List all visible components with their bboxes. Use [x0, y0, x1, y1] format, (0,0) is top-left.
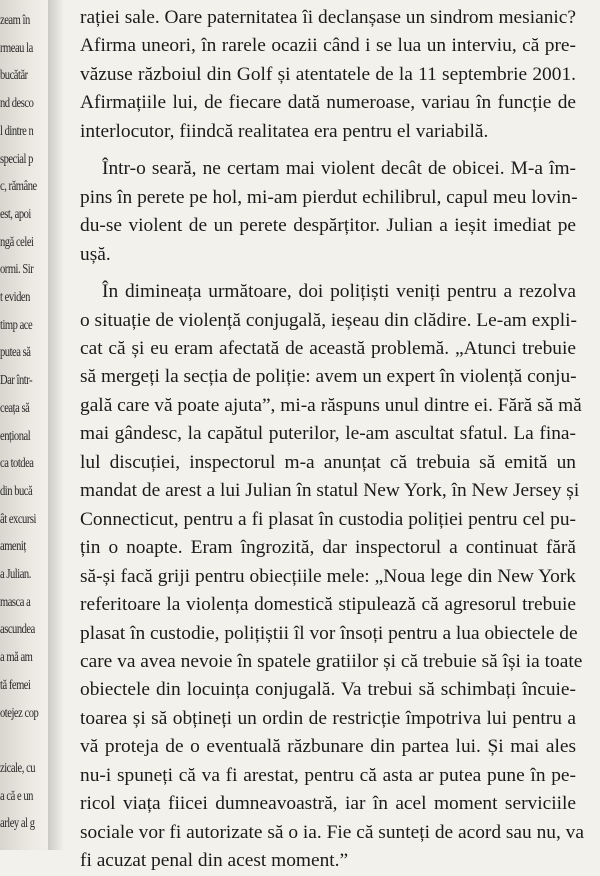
left-page-fragment: a Julian.: [0, 566, 31, 581]
binding-shadow: [48, 0, 64, 850]
left-page-fragment: tă femei: [0, 676, 31, 692]
text-line: să-și facă griji pentru obiecțiile mele: „Noua lege din New York: [80, 565, 576, 587]
text-line: să mergeți la secția de poliție: avem un expert în violență conju-: [80, 366, 577, 388]
left-page-fragment: ențional: [0, 427, 31, 443]
left-page-fragment: timp ace: [0, 316, 33, 332]
left-page-fragment: t eviden: [0, 289, 30, 304]
left-page-fragment: rmeau la: [0, 39, 33, 55]
text-line: Connecticut, pentru a fi plasat în custodia poliției pentru cel pu-: [80, 508, 576, 530]
text-line: Afirma uneori, în rarele ocazii când i se lua un interviu, că pre-: [80, 35, 576, 57]
paragraph: [80, 278, 584, 876]
left-page-fragment: otejez cop: [0, 704, 39, 720]
left-page-fragment: ceața să: [0, 399, 30, 415]
left-page-fragment: zeam în: [0, 12, 30, 27]
text-line: referitoare la violența domestică stipulează că agresorul trebuie: [80, 594, 576, 616]
text-line: mai gândesc, la capătul puterilor, le-am ascultat sfatul. La fina-: [80, 423, 576, 445]
text-line: plasat în custodie, polițiștii îl vor însoți pentru a lua obiectele de: [80, 622, 578, 644]
paragraph-gap: [80, 269, 576, 278]
text-line: ușă.: [80, 243, 111, 265]
text-line: toarea și să obțineți un ordin de restricție împotriva lui pentru a: [80, 707, 576, 729]
right-page-text: [80, 4, 584, 876]
text-line: du-se violent de un perete despărțitor. Julian a ieșit imediat pe: [80, 215, 576, 237]
left-page-fragment: ormi. Sir: [0, 261, 34, 277]
left-page-edge: [0, 0, 52, 850]
left-page-fragment: c, rămâne: [0, 178, 37, 194]
text-line: sociale vor fi autorizate să o ia. Fie că sunteți de acord sau nu, va: [80, 821, 584, 843]
left-page-fragment: a că e un: [0, 787, 33, 803]
text-line: văzuse războiul din Golf și atentatele de la 11 septembrie 2001.: [80, 63, 576, 85]
paragraph-gap: [80, 146, 576, 155]
left-page-fragment: ca totdea: [0, 455, 34, 471]
left-page-fragment: special p: [0, 150, 33, 166]
text-line: pins în perete pe hol, mi-am pierdut echilibrul, capul meu lovin-: [80, 186, 578, 208]
text-line: vă proteja de o eventuală răzbunare din partea lui. Și mai ales: [80, 736, 576, 758]
left-page-fragment: ngă celei: [0, 233, 34, 249]
text-line: mandat de arest a lui Julian în statul New York, în New Jersey și: [80, 480, 580, 502]
text-line: o situație de violență conjugală, ieșeau din clădire. Le-am expli-: [80, 309, 577, 331]
left-page-fragment: masca a: [0, 593, 31, 609]
left-page-fragment: ameniț: [0, 538, 26, 554]
paragraph: [80, 4, 576, 146]
text-line: fi acuzat penal din acest moment.”: [80, 850, 349, 872]
text-line: interlocutor, fiindcă realitatea era pentru el variabilă.: [80, 120, 489, 142]
text-line: rației sale. Oare paternitatea îi declanșase un sindrom mesianic?: [80, 7, 576, 28]
text-line: obiectele din locuința conjugală. Va trebui să schimbați încuie-: [80, 679, 576, 701]
text-line: nu-i spuneți că va fi arestat, pentru că asta ar putea pune în pe-: [80, 764, 576, 786]
text-line: care va avea nevoie în spatele gratiilor și că trebuie să își ia toate: [80, 650, 583, 672]
left-page-fragment: putea să: [0, 344, 31, 360]
left-page-fragment: Dar într-: [0, 372, 33, 388]
left-page-fragment: l dintre n: [0, 122, 34, 138]
left-page-fragment: zicale, cu: [0, 759, 36, 775]
text-line: Într-o seară, ne certam mai violent decât de obicei. M-a îm-: [102, 158, 576, 180]
text-line: lul discuției, inspectorul m-a anunțat că trebuia să emită un: [80, 451, 576, 473]
left-page-fragment: din bucă: [0, 482, 33, 498]
left-page-fragment: ascundea: [0, 621, 35, 637]
paragraph: [80, 155, 576, 269]
text-line: ricol viața fiicei dumneavoastră, iar în acel moment serviciile: [80, 793, 576, 815]
left-page-fragment: ât excursi: [0, 510, 36, 526]
text-line: În dimineața următoare, doi polițiști veniți pentru a rezolva: [102, 281, 576, 303]
left-page-fragment: arley al g: [0, 815, 35, 831]
text-line: țin o noapte. Eram îngrozită, dar inspectorul a continuat fără: [80, 537, 576, 559]
left-page-fragment: bucătăr: [0, 67, 28, 83]
text-line: cat că și eu eram afectată de această problemă. „Atunci trebuie: [80, 337, 576, 359]
text-line: Afirmațiile lui, de fiecare dată numeroase, variau în funcție de: [80, 92, 576, 114]
left-page-fragment: est, apoi: [0, 205, 31, 221]
left-page-fragment: nd desco: [0, 95, 34, 111]
left-page-fragment: a mă am: [0, 649, 33, 665]
text-line: gală care vă poate ajuta”, mi-a răspuns unul dintre ei. Fără să mă: [80, 394, 582, 416]
